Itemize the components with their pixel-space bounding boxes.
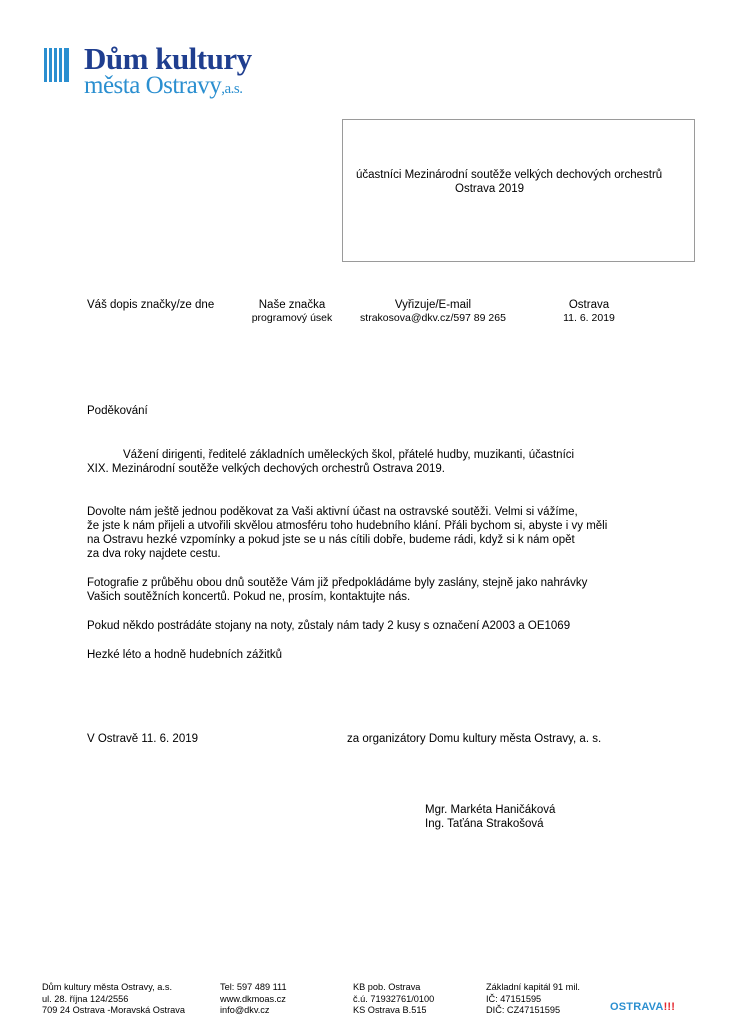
our-ref-value: programový úsek [251,312,333,324]
our-ref-label: Naše značka [258,299,326,311]
closing-wishes: Hezké léto a hodně hudebních zážitků [87,649,282,661]
paragraph-3: Pokud někdo postrádáte stojany na noty, zůstaly nám tady 2 kusy s označení A2003 a OE1069 [87,620,571,632]
recipient-line-1: účastníci Mezinárodní soutěže velkých dechových orchestrů [356,169,663,181]
letter-place-date: V Ostravě 11. 6. 2019 [87,733,199,745]
contact-value: strakosova@dkv.cz/597 89 265 [360,312,506,324]
place-date: 11. 6. 2019 [563,312,615,324]
paragraph-1-line-4: za dva roky najdete cestu. [87,548,221,560]
your-letter-ref [87,298,214,312]
company-logo [44,41,284,106]
footer-legal [486,982,580,1017]
footer-phone: Tel: 597 489 111 [220,982,287,992]
subject-line: Poděkování [87,405,148,417]
footer-registry: KS Ostrava B.515 [353,1005,427,1015]
greeting-line-2: XIX. Mezinárodní soutěže velkých dechových orchestrů Ostrava 2019. [87,463,445,475]
logo-name-line1: Dům kultury [84,41,252,76]
contact-ref [350,298,516,325]
logo-suffix: ,a.s. [221,81,243,97]
ostrava-logo-mark: !!! [663,1001,676,1013]
paragraph-2-line-2: Vašich soutěžních koncertů. Pokud ne, prosím, kontaktujte nás. [87,591,411,603]
ostrava-logo-text: OSTRAVA [610,1001,664,1013]
ostrava-city-logo [610,1001,675,1013]
place-ref [548,298,630,325]
paragraph-1-line-3: na Ostravu hezké vzpomínky a pokud jste se u nás cítili dobře, budeme rádi, když si k nám opět [87,534,575,546]
footer-bank-name: KB pob. Ostrava [353,982,421,992]
on-behalf-line: za organizátory Domu kultury města Ostravy, a. s. [347,733,602,745]
greeting-line-1: Vážení dirigenti, ředitelé základních uměleckých škol, přátelé hudby, muzikanti, účastníci [123,449,575,461]
footer-ico: IČ: 47151595 [486,993,542,1004]
logo-name-line2 [84,72,242,103]
footer-company [42,982,185,1017]
footer-contact [220,982,287,1017]
footer-city: 709 24 Ostrava -Moravská Ostrava [42,1005,185,1015]
paragraph-1-line-1: Dovolte nám ještě jednou poděkovat za Vaši aktivní účast na ostravské soutěži. Velmi si vážíme, [87,506,578,518]
footer-capital: Základní kapitál 91 mil. [486,982,580,992]
recipient-address-box [342,119,695,262]
footer-company-name: Dům kultury města Ostravy, a.s. [42,982,173,992]
signatory-1: Mgr. Markéta Haničáková [425,804,556,816]
footer-street: ul. 28. října 124/2556 [42,993,129,1004]
recipient-line-2: Ostrava 2019 [455,183,525,195]
contact-label: Vyřizuje/E-mail [394,299,472,311]
our-ref [236,298,348,325]
logo-city: města Ostravy [84,72,222,99]
paragraph-2-line-1: Fotografie z průběhu obou dnů soutěže Vám již předpokládáme byly zaslány, stejně jako nahrávky [87,577,588,589]
your-letter-label: Váš dopis značky/ze dne [87,299,215,311]
footer-dic: DIČ: CZ47151595 [486,1005,561,1015]
footer-email: info@dkv.cz [220,1005,270,1015]
logo-bars-icon [44,48,70,82]
paragraph-1-line-2: že jste k nám přijeli a utvořili skvělou atmosféru toho hudebního klání. Přáli bychom si, abyste i vy měli [87,520,608,532]
place-label: Ostrava [568,299,610,311]
footer-bank [353,982,434,1017]
signatory-2: Ing. Taťána Strakošová [425,818,544,830]
footer-website: www.dkmoas.cz [220,993,286,1004]
footer-account: č.ú. 71932761/0100 [353,993,435,1004]
